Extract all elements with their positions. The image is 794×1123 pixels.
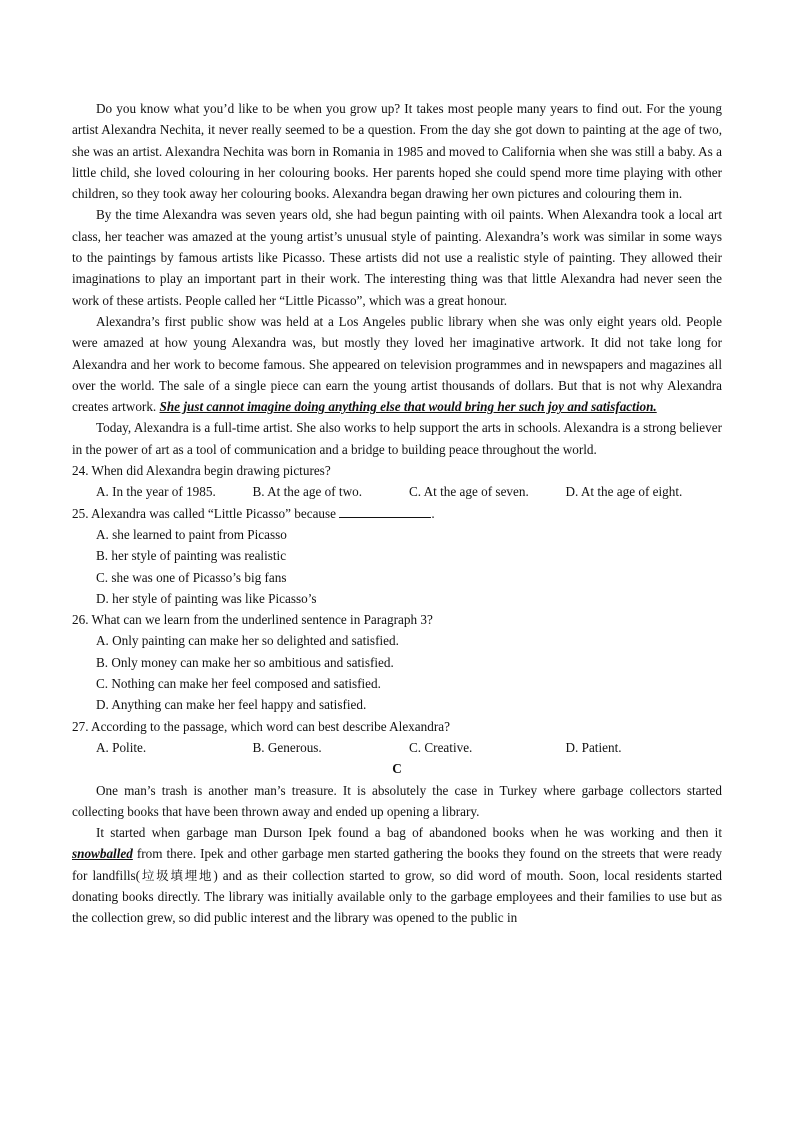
question-24-options: [72, 481, 722, 502]
section-c-heading: C: [392, 761, 402, 777]
passage-b-paragraph-2: By the time Alexandra was seven years old, she had begun painting with oil paints. When Alexandra took a local art class, her teacher was amazed at the young artist’s unusual style of painting. Alexandra’s work was similar in some ways to the paintings by famous artists like Picasso. These artists did not use a realistic style of painting. They allowed their imaginations to play an important part in their work. The interesting thing was that little Alexandra had never seen the work of these artists. People called her “Little Picasso”, which was a great honour.: [72, 207, 722, 308]
passage-b-paragraph-4: Today, Alexandra is a full-time artist. She also works to help support the arts in schools. Alexandra is a strong believer in the power of art as a tool of communication and a bridge to building peace throughout the world.: [72, 420, 722, 457]
paragraph-c2-text-a: It started when garbage man Durson Ipek found a bag of abandoned books when he was working and then it: [96, 825, 722, 841]
underlined-sentence: She just cannot imagine doing anything else that would bring her such joy and satisfaction.: [159, 399, 657, 415]
q25-option-a: A. she learned to paint from Picasso: [96, 526, 287, 542]
q24-option-b: B. At the age of two.: [252, 484, 363, 500]
exam-page: [72, 98, 722, 929]
passage-c-paragraph-2: [72, 822, 722, 928]
q26-option-b: B. Only money can make her so ambitious and satisfied.: [96, 654, 394, 670]
question-25-stem: [72, 503, 722, 524]
question-27-stem: 27. According to the passage, which word can best describe Alexandra?: [72, 718, 450, 734]
q24-option-c: C. At the age of seven.: [409, 484, 529, 500]
paragraph-c2-text-c: ) and as their collection started to grow, so did word of mouth. Soon, local residents started donating books directly. The library was initially available only to the garbage employees and their families to use but as the collection grew, so did public interest and the library was opened to the public in: [72, 867, 722, 926]
question-24-stem: 24. When did Alexandra begin drawing pictures?: [72, 463, 331, 479]
q25-stem-end: .: [431, 505, 435, 521]
question-26-stem: 26. What can we learn from the underlined sentence in Paragraph 3?: [72, 612, 433, 628]
q24-option-d: D. At the age of eight.: [565, 484, 683, 500]
q25-option-b: B. her style of painting was realistic: [96, 548, 287, 564]
passage-b-paragraph-1: Do you know what you’d like to be when you grow up? It takes most people many years to find out. For the young artist Alexandra Nechita, it never really seemed to be a question. From the day she got down to painting at the age of two, she was an artist. Alexandra Nechita was born in Romania in 1985 and moved to California when she was still a baby. As a little child, she loved colouring in her colouring books. Her parents hoped she could spend more time playing with other children, so they took away her colouring books. Alexandra began drawing her own pictures and colouring them in.: [72, 101, 722, 202]
q26-option-d: D. Anything can make her feel happy and satisfied.: [96, 697, 367, 713]
q25-option-d: D. her style of painting was like Picasso’s: [96, 590, 317, 606]
paragraph-3-text: Alexandra’s first public show was held at a Los Angeles public library when she was only eight years old. People were amazed at how young Alexandra was, but mostly they loved her imaginative artwork. It did not take long for Alexandra and her work to become famous. She appeared on television programmes and in newspapers and magazines all over the world. The sale of a single piece can earn the young artist thousands of dollars. But that is not why Alexandra creates artwork.: [72, 313, 722, 415]
chinese-gloss: 垃圾填埋地: [140, 867, 214, 883]
q27-option-a: A. Polite.: [96, 739, 147, 755]
q24-option-a: A. In the year of 1985.: [96, 484, 216, 500]
paragraph-c2-text-b: from there. Ipek and other garbage men started gathering the books they found on the streets that were ready for landfills(: [72, 846, 722, 883]
answer-blank: [339, 505, 431, 518]
q26-option-a: A. Only painting can make her so delighted and satisfied.: [96, 633, 399, 649]
q25-stem-text: 25. Alexandra was called “Little Picasso” because: [72, 505, 337, 521]
question-27-options: [72, 737, 722, 758]
q27-option-d: D. Patient.: [565, 739, 622, 755]
passage-b-paragraph-3: [72, 311, 722, 417]
q26-option-c: C. Nothing can make her feel composed and satisfied.: [96, 676, 381, 692]
underlined-word: snowballed: [72, 846, 133, 862]
passage-c-paragraph-1: One man’s trash is another man’s treasure. It is absolutely the case in Turkey where garbage collectors started collecting books that have been thrown away and ended up opening a library.: [72, 782, 722, 819]
q27-option-c: C. Creative.: [409, 739, 473, 755]
q25-option-c: C. she was one of Picasso’s big fans: [96, 569, 287, 585]
q27-option-b: B. Generous.: [252, 739, 322, 755]
